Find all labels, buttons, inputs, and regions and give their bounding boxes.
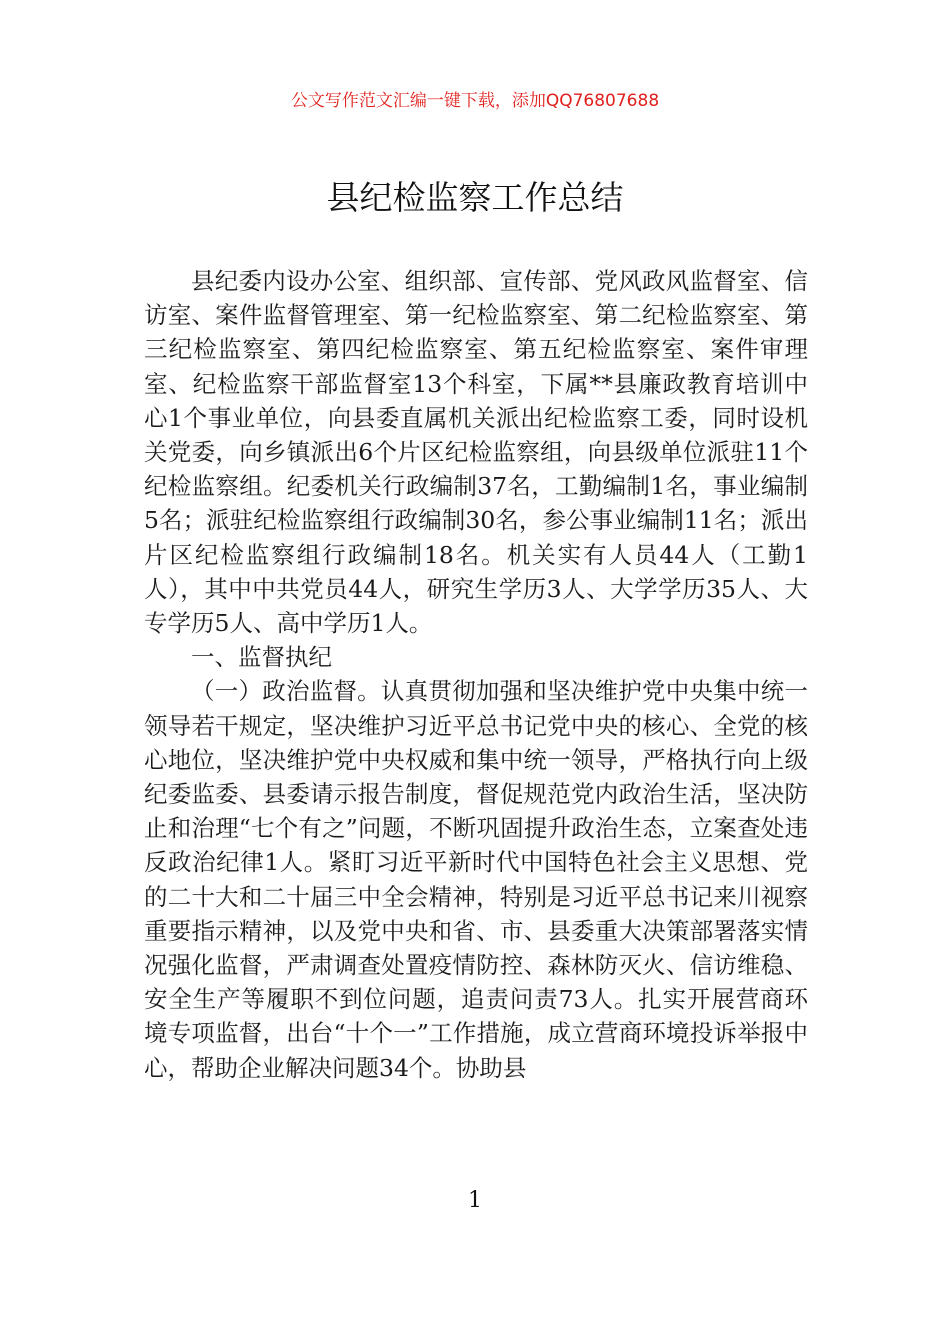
download-banner: 公文写作范文汇编一键下载，添加QQ76807688: [290, 91, 660, 111]
section-heading-supervision: 一、监督执纪: [191, 643, 332, 672]
document-body: [144, 264, 808, 1085]
document-title: 县纪检监察工作总结: [326, 178, 624, 217]
paragraph-intro: 县纪委内设办公室、组织部、宣传部、党风政风监督室、信访室、案件监督管理室、第一纪检监察室、第二纪检监察室、第三纪检监察室、第四纪检监察室、第五纪检监察室、案件审理室、纪检监察干部监督室13个科室，下属**县廉政教育培训中心1个事业单位，向县委直属机关派出纪检监察工委，同时设机关党委，向乡镇派出6个片区纪检监察组，向县级单位派驻11个纪检监察组。纪委机关行政编制37名，工勤编制1名，事业编制5名；派驻纪检监察组行政编制30名，参公事业编制11名；派出片区纪检监察组行政编制18名。机关实有人员44人（工勤1人），其中中共党员44人，研究生学历3人、大学学历35人、大专学历5人、高中学历1人。: [144, 267, 808, 638]
paragraph-political-supervision: （一）政治监督。认真贯彻加强和坚决维护党中央集中统一领导若干规定，坚决维护习近平总书记党中央的核心、全党的核心地位，坚决维护党中央权威和集中统一领导，严格执行向上级纪委监委、县委请示报告制度，督促规范党内政治生活，坚决防止和治理“七个有之”问题，不断巩固提升政治生态，立案查处违反政治纪律1人。紧盯习近平新时代中国特色社会主义思想、党的二十大和二十届三中全会精神，特别是习近平总书记来川视察重要指示精神，以及党中央和省、市、县委重大决策部署落实情况强化监督，严肃调查处置疫情防控、森林防灭火、信访维稳、安全生产等履职不到位问题，追责问责73人。扎实开展营商环境专项监督，出台“十个一”工作措施，成立营商环境投诉举报中心，帮助企业解决问题34个。协助县: [144, 677, 808, 1082]
page-number: 1: [468, 1188, 482, 1213]
